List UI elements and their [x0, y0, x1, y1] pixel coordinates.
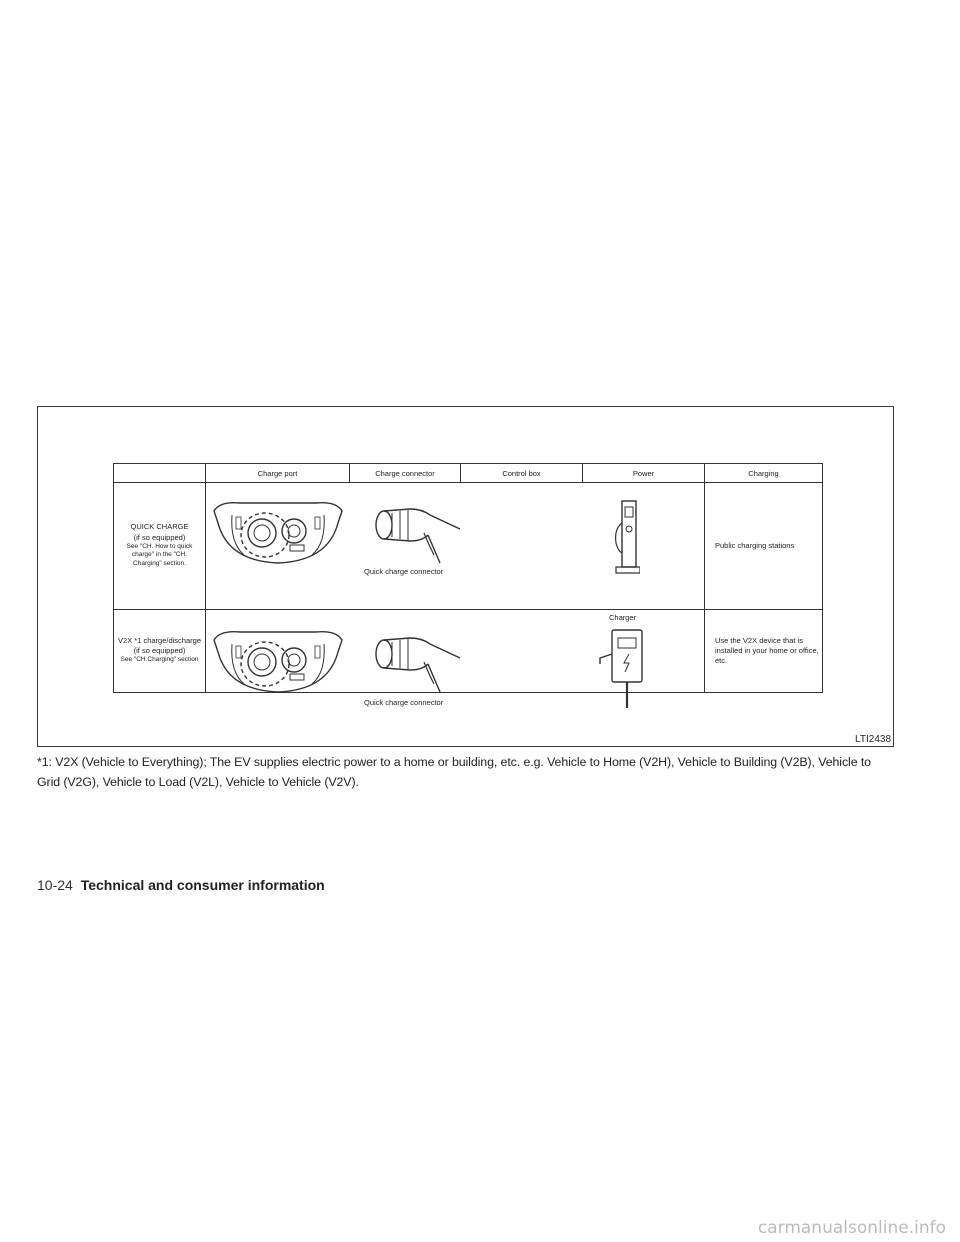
connector-label: Quick charge connector	[364, 697, 444, 707]
table-row	[114, 609, 823, 693]
type-subtitle: (if so equipped)	[133, 532, 186, 542]
header-power: Power	[583, 464, 705, 483]
row-type-cell	[114, 483, 206, 610]
quick-charge-connector-icon	[370, 632, 466, 696]
header-charge-connector: Charge connector	[350, 464, 461, 483]
figure-code: LTI2438	[855, 734, 891, 745]
watermark: carmanualsonline.info	[757, 1218, 946, 1238]
connector-label: Quick charge connector	[364, 567, 444, 576]
type-subtitle: (if so equipped)	[133, 646, 186, 656]
row-illustration	[206, 609, 705, 707]
table-row	[114, 483, 823, 610]
page-footer	[37, 877, 325, 893]
footnote: *1: V2X (Vehicle to Everything); The EV supplies electric power to a home or building, etc. e.g. Vehicle to Home (V2H), Vehicle to Building (V2B), Vehicle to Grid (V2G), Vehicle to Load (V2L), Vehicle to Vehicle (V2V).	[37, 755, 871, 789]
type-reference: See "CH. How to quick charge" in the "CH. Charging" section.	[126, 542, 193, 568]
header-charge-port: Charge port	[206, 464, 350, 483]
section-title: Technical and consumer information	[80, 877, 325, 893]
type-title: QUICK CHARGE	[130, 522, 189, 532]
charging-location: Public charging stations	[705, 483, 823, 610]
charging-station-icon	[612, 499, 640, 579]
charging-figure	[37, 406, 894, 747]
row-type-cell	[114, 609, 206, 693]
charging-table	[113, 463, 823, 707]
header-charging: Charging	[705, 464, 823, 483]
type-title: V2X *1 charge/discharge	[118, 636, 201, 646]
wall-charger-icon	[596, 626, 644, 710]
row-illustration	[206, 483, 705, 610]
charge-port-illustration	[210, 497, 346, 569]
charge-port-illustration	[210, 626, 346, 698]
charging-location: Use the V2X device that is installed in your home or office, etc.	[705, 609, 823, 693]
header-control-box: Control box	[461, 464, 583, 483]
type-reference: See "CH.Charging" section	[120, 656, 199, 664]
quick-charge-connector-icon	[370, 503, 466, 567]
charger-label: Charger	[609, 612, 637, 622]
table-header-row	[114, 464, 823, 483]
page-number: 10-24	[37, 877, 73, 893]
header-blank	[114, 464, 206, 483]
